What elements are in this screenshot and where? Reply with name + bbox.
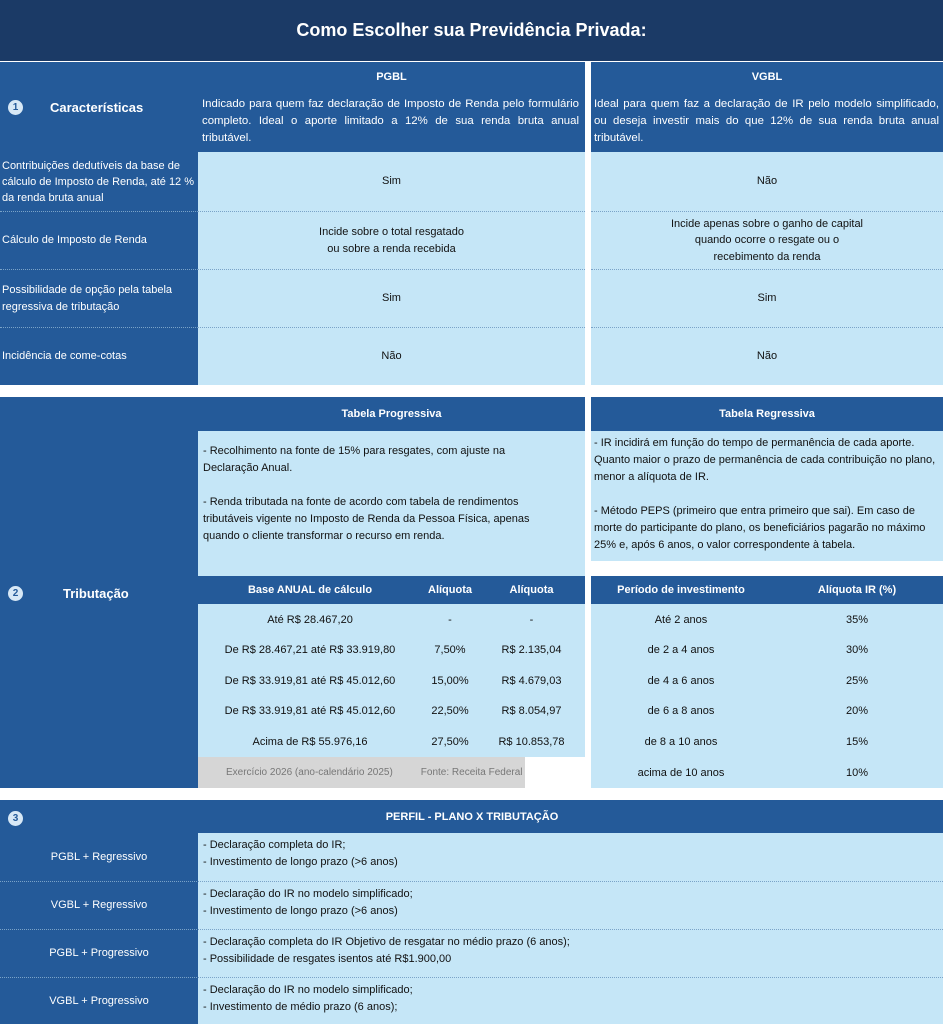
pgbl-come-cotas: Não [198,327,585,385]
table-row [591,604,943,635]
section1-title [8,96,198,118]
regressiva-paragraph-1: - IR incidirá em função do tempo de permanência de cada aporte. Quanto maior o prazo de permanência de cada contribuição no plano, menor a alíquota de IR. [594,437,936,483]
perfil-label-pgbl-progressivo: PGBL + Progressivo [49,947,149,959]
col-header-base: Base ANUAL de cálculo [247,584,373,596]
regressiva-table-header [591,576,943,604]
section3-badge: 3 [8,811,23,826]
table-row [591,696,943,726]
section3-header: PERFIL - PLANO X TRIBUTAÇÃO [385,810,559,823]
col-header-aliquota: Alíquota [428,584,472,596]
pgbl-description: Indicado para quem faz declaração de Imposto de Renda pelo formulário completo. Ideal o aporte limitado a 12% de sua renda bruta anual tributável. [198,92,585,152]
section2-title [8,582,198,604]
section1-badge: 1 [8,100,23,115]
vgbl-header: VGBL [591,62,943,92]
vgbl-come-cotas: Não [591,327,943,385]
row-label-come-cotas: Incidência de come-cotas [2,350,127,362]
aliquota-cell: 7,50% [434,644,466,656]
base-cell: De R$ 33.919,81 até R$ 45.012,60 [224,674,396,687]
deducao-cell: R$ 10.853,78 [498,735,565,748]
perfil-desc-vgbl-progressivo [203,982,933,1016]
table-row [198,726,585,757]
aliquota-ir-cell: 30% [845,644,869,656]
tabela-progressiva-header: Tabela Progressiva [198,397,585,431]
base-cell: De R$ 33.919,81 até R$ 45.012,60 [224,705,396,717]
table-row [198,604,585,635]
deducao-cell: R$ 4.679,03 [501,674,562,687]
aliquota-ir-cell: 20% [845,705,869,717]
col-header-deducao: Alíquota [509,584,554,596]
aliquota-cell: - [448,613,452,626]
deducao-cell: - [529,613,534,626]
page-title: Como Escolher sua Previdência Privada: [0,0,943,61]
pgbl-tabela-regressiva: Sim [198,269,585,327]
progressiva-footnote [198,757,525,788]
periodo-cell: de 4 a 6 anos [647,674,715,687]
section3-title [8,808,23,826]
periodo-cell: de 6 a 8 anos [647,705,715,717]
perfil-label-vgbl-progressivo: VGBL + Progressivo [49,994,149,1007]
pgbl-calculo-ir-line2: ou sobre a renda recebida [327,242,456,255]
section1-label: Características [50,99,144,115]
vgbl-calculo-ir-line1: Incide apenas sobre o ganho de capital [670,217,864,230]
perfil-line: - Declaração do IR no modelo simplificado; [203,984,413,996]
footnote-source: Fonte: Receita Federal [420,767,523,778]
footnote-year: Exercício 2026 (ano-calendário 2025) [226,767,393,778]
aliquota-cell: 15,00% [431,674,469,687]
regressiva-table-body [591,604,943,788]
perfil-line: - Investimento de longo prazo (>6 anos) [203,856,398,868]
table-row [198,696,585,726]
vgbl-dedutiveis: Não [591,152,943,211]
aliquota-ir-cell: 35% [845,613,869,626]
progressiva-table-header [198,576,585,604]
row-label-calculo-ir: Cálculo de Imposto de Renda [2,234,147,246]
pgbl-dedutiveis: Sim [198,152,585,211]
perfil-line: - Declaração completa do IR; [203,839,346,851]
periodo-cell: de 2 a 4 anos [647,644,715,656]
vgbl-calculo-ir-line3: recebimento da renda [713,250,821,263]
aliquota-cell: 27,50% [431,735,469,748]
aliquota-ir-cell: 15% [845,735,869,748]
progressiva-paragraph-2: - Renda tributada na fonte de acordo com tabela de rendimentos tributáveis vigente no Imposto de Renda da Pessoa Física, apenas quando o cliente transformar o recurso em renda. [203,496,530,542]
table-row [198,635,585,665]
table-row [591,757,943,788]
vgbl-description: Ideal para quem faz a declaração de IR pelo modelo simplificado, ou deseja investir mais do que 12% de sua renda bruta anual tributável. [591,92,943,152]
table-row [591,635,943,665]
aliquota-cell: 22,50% [431,705,469,717]
aliquota-ir-cell: 10% [845,766,869,779]
tabela-regressiva-header: Tabela Regressiva [591,397,943,431]
periodo-cell: acima de 10 anos [637,766,725,779]
perfil-desc-vgbl-regressivo [203,886,933,920]
table-row [198,665,585,696]
perfil-desc-pgbl-progressivo [203,934,933,968]
tabela-progressiva-text [198,431,585,576]
perfil-line: - Investimento de longo prazo (>6 anos) [203,905,398,917]
table-row [591,726,943,757]
progressiva-table-body [198,604,585,757]
row-label-tabela-regressiva: Possibilidade de opção pela tabela regressiva de tributação [2,283,173,313]
pgbl-header: PGBL [198,62,585,92]
progressiva-paragraph-1: - Recolhimento na fonte de 15% para resgates, com ajuste na Declaração Anual. [203,445,506,474]
regressiva-paragraph-2: - Método PEPS (primeiro que entra primeiro que sai). Em caso de morte do participante do plano, os beneficiários pagarão no máximo 25% e, após 6 anos, o valor correspondente à tabela. [594,505,926,551]
perfil-desc-pgbl-regressivo [203,837,933,871]
row-label-dedutiveis: Contribuições dedutíveis da base de cálculo de Imposto de Renda, até 12 % da renda bruta anual [2,159,195,204]
col-header-aliquota-ir: Alíquota IR (%) [817,584,897,596]
base-cell: Até R$ 28.467,20 [267,613,353,626]
periodo-cell: Até 2 anos [654,613,708,626]
deducao-cell: R$ 2.135,04 [501,644,562,656]
perfil-label-vgbl-regressivo: VGBL + Regressivo [50,899,148,911]
vgbl-calculo-ir-line2: quando ocorre o resgate ou o [694,234,840,247]
perfil-label-pgbl-regressivo: PGBL + Regressivo [50,850,148,863]
tabela-regressiva-text [591,431,943,561]
vgbl-calculo-ir [591,211,943,269]
vgbl-tabela-regressiva: Sim [591,269,943,327]
deducao-cell: R$ 8.054,97 [501,705,562,717]
section2-badge: 2 [8,586,23,601]
perfil-line: - Declaração do IR no modelo simplificado; [203,888,413,900]
perfil-line: - Declaração completa do IR Objetivo de resgatar no médio prazo (6 anos); [203,936,570,948]
pgbl-calculo-ir [198,211,585,269]
perfil-line: - Possibilidade de resgates isentos até R$1.900,00 [203,953,452,965]
pgbl-calculo-ir-line1: Incide sobre o total resgatado [319,225,464,238]
table-row [591,665,943,696]
perfil-line: - Investimento de médio prazo (6 anos); [203,1001,398,1013]
section2-label: Tributação [63,585,129,601]
aliquota-ir-cell: 25% [845,674,869,687]
base-cell: Acima de R$ 55.976,16 [252,735,368,748]
col-header-periodo: Período de investimento [617,584,745,596]
base-cell: De R$ 28.467,21 até R$ 33.919,80 [224,644,396,656]
periodo-cell: de 8 a 10 anos [644,735,718,748]
